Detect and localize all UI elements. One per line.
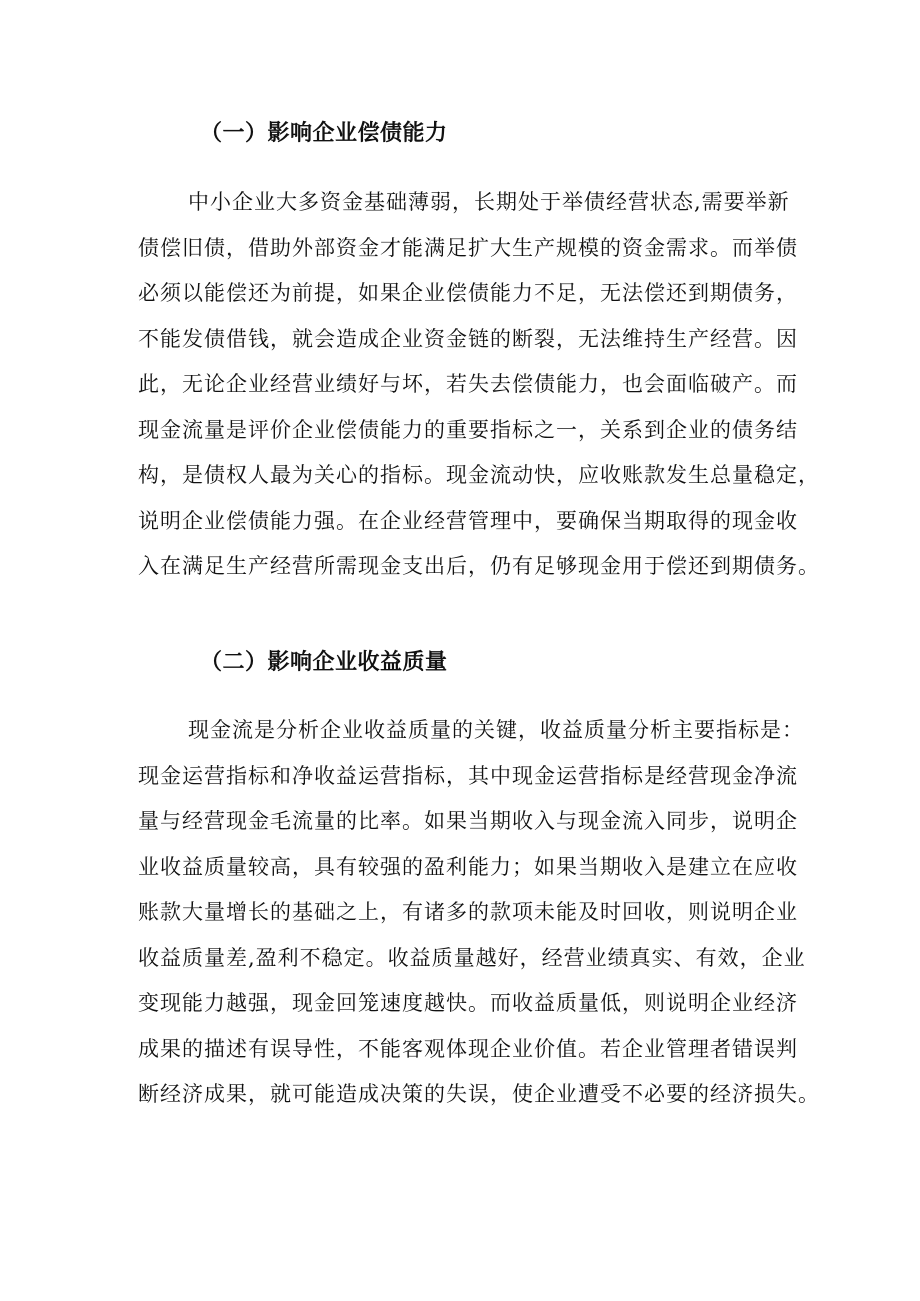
paragraph-line: 中小企业大多资金基础薄弱，长期处于举债经营状态,需要举新 [188, 190, 790, 214]
paragraph-line: 构，是债权人最为关心的指标。现金流动快，应收账款发生总量稳定， [138, 463, 820, 487]
paragraph-line: 现金流是分析企业收益质量的关键，收益质量分析主要指标是： [188, 718, 804, 742]
paragraph-line: 说明企业偿债能力强。在企业经营管理中，要确保当期取得的现金收 [138, 508, 798, 533]
paragraph-line: 收益质量差,盈利不稳定。收益质量越好，经营业绩真实、有效，企业 [138, 945, 806, 970]
paragraph-line: 不能发债借钱，就会造成企业资金链的断裂，无法维持生产经营。因 [138, 326, 798, 351]
paragraph-line: 成果的描述有误导性，不能客观体现企业价值。若企业管理者错误判 [138, 1036, 798, 1061]
paragraph-line: 入在满足生产经营所需现金支出后，仍有足够现金用于偿还到期债务。 [138, 554, 820, 578]
paragraph-line: 现金运营指标和净收益运营指标，其中现金运营指标是经营现金净流 [138, 763, 798, 788]
paragraph-line: 现金流量是评价企业偿债能力的重要指标之一，关系到企业的债务结 [138, 417, 798, 442]
section-heading-2: （二）影响企业收益质量 [200, 650, 448, 675]
paragraph-line: 量与经营现金毛流量的比率。如果当期收入与现金流入同步，说明企 [138, 809, 798, 833]
paragraph-line: 债偿旧债，借助外部资金才能满足扩大生产规模的资金需求。而举债 [138, 235, 798, 260]
paragraph-line: 断经济成果，就可能造成决策的失误，使企业遭受不必要的经济损失。 [138, 1082, 820, 1106]
paragraph-line: 账款大量增长的基础之上，有诸多的款项未能及时回收，则说明企业 [138, 900, 798, 924]
section-heading-1: （一）影响企业偿债能力 [200, 121, 448, 146]
paragraph-line: 业收益质量较高，具有较强的盈利能力；如果当期收入是建立在应收 [138, 854, 798, 879]
paragraph-1 [138, 180, 820, 590]
paragraph-line: 必须以能偿还为前提，如果企业偿债能力不足，无法偿还到期债务， [138, 281, 798, 305]
paragraph-line: 此，无论企业经营业绩好与坏，若失去偿债能力，也会面临破产。而 [138, 372, 798, 396]
paragraph-2 [138, 708, 820, 1118]
paragraph-line: 变现能力越强，现金回笼速度越快。而收益质量低，则说明企业经济 [138, 991, 798, 1015]
